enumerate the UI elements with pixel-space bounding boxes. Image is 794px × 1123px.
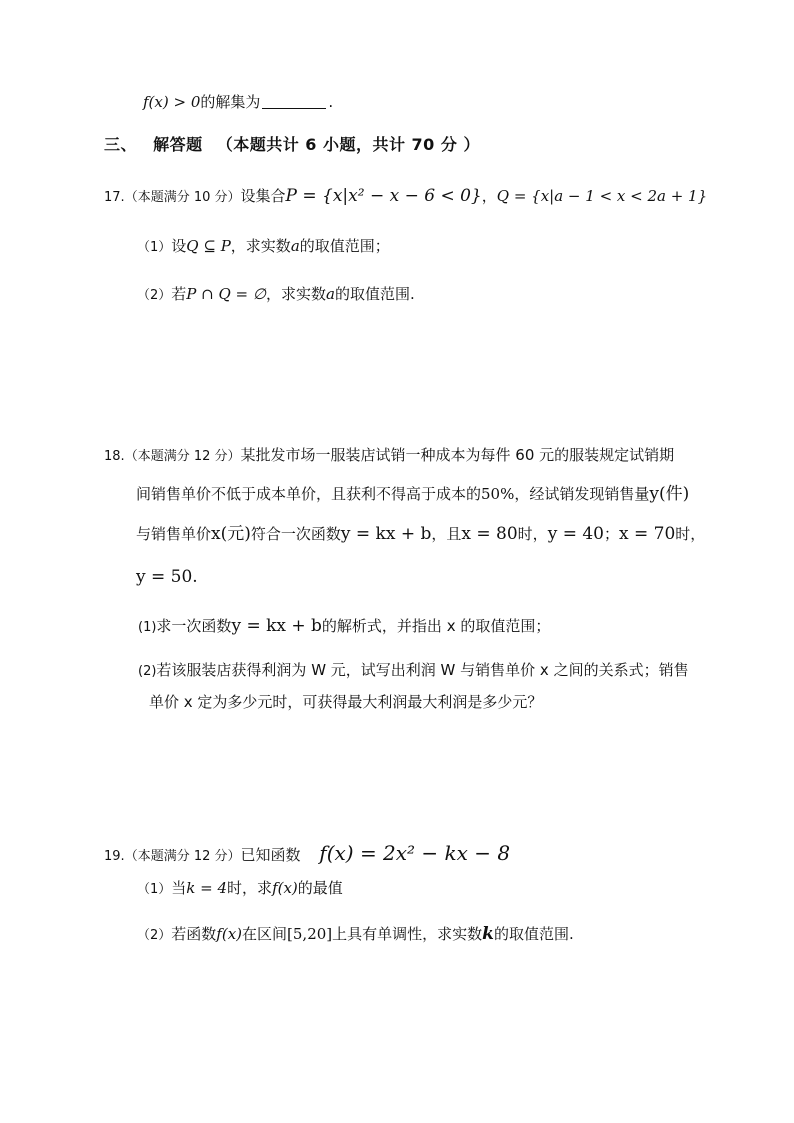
q19-part1: （1）当k = 4时，求f(x)的最值 xyxy=(137,879,343,897)
q18-line4: y = 50. xyxy=(136,567,198,587)
previous-question-tail: f(x) > 0的解集为 . xyxy=(143,93,334,111)
set-p: P = {x|x² − x − 6 < 0} xyxy=(285,186,482,206)
tail-text: 的解集为 xyxy=(200,93,261,111)
q17-part2: （2）若P ∩ Q = ∅，求实数a的取值范围. xyxy=(137,285,415,303)
q17-score: （本题满分 10 分） xyxy=(124,190,241,205)
q18-part2-line2: 单价 x 定为多少元时，可获得最大利润最大利润是多少元？ xyxy=(149,693,543,711)
q18-line2: 间销售单价不低于成本单价，且获利不得高于成本的50%，经试销发现销售量y(件) xyxy=(136,484,690,504)
q19-score: （本题满分 12 分） xyxy=(124,849,241,864)
answer-blank[interactable] xyxy=(262,94,326,109)
subset-math: Q ⊆ P xyxy=(186,237,231,255)
q18-part2-line1: (2)若该服装店获得利润为 W 元，试写出利润 W 与销售单价 x 之间的关系式；销售 xyxy=(138,661,689,679)
q18-number: 18. xyxy=(104,449,125,464)
q18-line3: 与销售单价x(元)符合一次函数y = kx + b，且x = 80时，y = 40；x = 70时， xyxy=(136,524,706,544)
intersection-math: P ∩ Q = ∅ xyxy=(186,285,266,303)
q19-number: 19. xyxy=(104,849,125,864)
section-note: （本题共计 6 小题，共计 70 分 ） xyxy=(216,135,480,154)
set-q: Q = {x|a − 1 < x < 2a + 1} xyxy=(496,187,708,205)
q19-stem: 19.（本题满分 12 分）已知函数 f(x) = 2x² − kx − 8 xyxy=(104,841,511,865)
q17-stem: 17.（本题满分 10 分）设集合P = {x|x² − x − 6 < 0}，Q = {x|a − 1 < x < 2a + 1} xyxy=(104,186,708,206)
q18-line1: 18.（本题满分 12 分）某批发市场一服装店试销一种成本为每件 60 元的服装规定试销期 xyxy=(104,446,675,464)
q18-part1: (1)求一次函数y = kx + b的解析式，并指出 x 的取值范围； xyxy=(138,616,551,636)
function-formula: f(x) = 2x² − kx − 8 xyxy=(319,841,511,865)
inequality-math: f(x) > 0 xyxy=(143,93,201,111)
q18-score: （本题满分 12 分） xyxy=(124,449,241,464)
section-header xyxy=(104,135,480,155)
section-marker: 三、 xyxy=(104,135,138,154)
q19-part2: （2）若函数f(x)在区间[5,20]上具有单调性，求实数k的取值范围. xyxy=(137,924,574,944)
section-title: 解答题 xyxy=(153,135,203,154)
q17-part1: （1）设Q ⊆ P，求实数a的取值范围； xyxy=(137,237,390,255)
q17-number: 17. xyxy=(104,190,125,205)
